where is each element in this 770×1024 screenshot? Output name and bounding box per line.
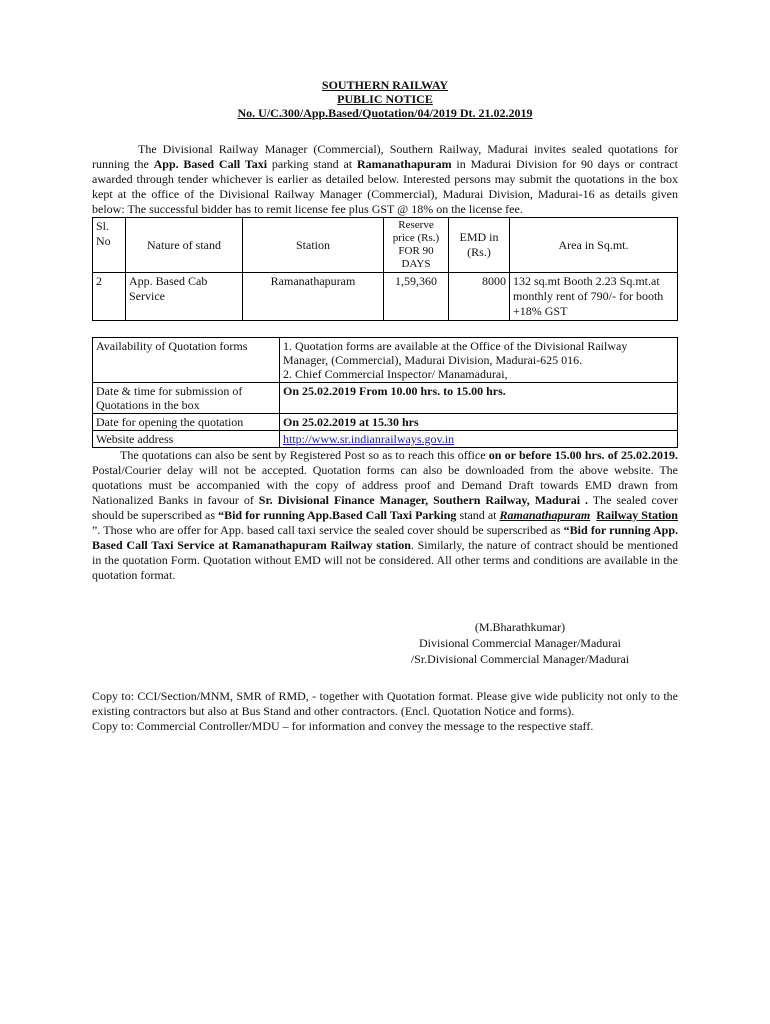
value-opening: On 25.02.2019 at 15.30 hrs [280, 414, 678, 431]
intro-text-2: parking stand at [267, 157, 357, 171]
body-bold-railway-station: Railway Station [596, 508, 678, 522]
cell-emd: 8000 [449, 273, 510, 321]
intro-text-1: The Divisional Railway Manager (Commercial), Southern Railway, Madurai invites sealed quotations for running the [92, 142, 678, 171]
cell-station: Ramanathapuram [243, 273, 384, 321]
value-website [280, 431, 678, 448]
availability-line-2: 2. Chief Commercial Inspector/ Manamadurai, [283, 367, 508, 381]
cell-area: 132 sq.mt Booth 2.23 Sq.mt.at monthly rent of 790/- for booth +18% GST [510, 273, 678, 321]
table-row [93, 414, 678, 431]
copy-to-1: Copy to: CCI/Section/MNM, SMR of RMD, - together with Quotation format. Please give wide publicity not only to the existing contractors but also at Bus Stand and other contractors. (Encl. Quotation Notice and forms). [92, 689, 678, 718]
body-bold-superscription-1: “Bid for running App.Based Call Taxi Parking [218, 508, 457, 522]
heading-railway: SOUTHERN RAILWAY [321, 78, 449, 92]
heading-notice-number: No. U/C.300/App.Based/Quotation/04/2019 Dt. 21.02.2019 [237, 106, 533, 120]
body-bold-payee: Sr. Divisional Finance Manager, Southern Railway, Madurai . [258, 493, 589, 507]
cell-reserve: 1,59,360 [384, 273, 449, 321]
body-text-4: stand at [456, 508, 500, 522]
intro-bold-service: App. Based Call Taxi [153, 157, 268, 171]
schedule-table [92, 337, 678, 448]
stand-details-table [92, 217, 678, 321]
signature-block [362, 619, 678, 667]
col-header-emd: EMD in (Rs.) [449, 218, 510, 273]
availability-line-1: 1. Quotation forms are available at the Office of the Divisional Railway Manager, (Commercial), Madurai Division, Madurai-625 016. [283, 339, 628, 367]
cell-nature: App. Based Cab Service [126, 273, 243, 321]
signatory-name: (M.Bharathkumar) [474, 620, 566, 634]
value-availability [280, 338, 678, 383]
body-bold-superscription-2: “Bid for running App. Based Call Taxi Service at Ramanathapuram Railway station [92, 523, 678, 552]
body-paragraph [92, 448, 678, 583]
website-link[interactable]: http://www.sr.indianrailways.gov.in [283, 432, 455, 446]
body-text-5: ”. Those who are offer for App. based call taxi service the sealed cover should be superscribed as [92, 523, 564, 537]
body-bold-deadline: on or before 15.00 hrs. of 25.02.2019. [488, 448, 678, 462]
intro-paragraph [92, 142, 678, 217]
table-row [93, 383, 678, 414]
col-header-sl: Sl. No [93, 218, 126, 273]
table-row [93, 431, 678, 448]
table-row [93, 273, 678, 321]
label-availability: Availability of Quotation forms [93, 338, 280, 383]
label-website: Website address [93, 431, 280, 448]
value-submission: On 25.02.2019 From 10.00 hrs. to 15.00 hrs. [280, 383, 678, 414]
body-text-2: Postal/Courier delay will not be accepted. Quotation forms can also be downloaded from the above website. The quotations must be accompanied with the copy of address proof and Demand Draft towards EMD drawn from Nationalized Banks in favour of [92, 463, 678, 507]
signatory-title-2: /Sr.Divisional Commercial Manager/Madurai [410, 652, 630, 666]
body-text-6: . Similarly, the nature of contract should be mentioned in the quotation Form. Quotation without EMD will not be considered. All other terms and conditions are available in the quotation format. [92, 538, 678, 582]
intro-text-3: in Madurai Division for 90 days or contract awarded through tender whichever is earlier as detailed below. Interested persons may submit the quotations in the box kept at the office of the Divisional Railway Manager (Commercial), Madurai Division, Madurai-16 as details given below: The successful bidder has to remit license fee plus GST @ 18% on the license fee. [92, 157, 679, 216]
col-header-station: Station [243, 218, 384, 273]
table-header-row [93, 218, 678, 273]
notice-page [92, 78, 678, 734]
heading-public-notice: PUBLIC NOTICE [337, 92, 433, 106]
signatory-title-1: Divisional Commercial Manager/Madurai [419, 636, 621, 650]
table-row [93, 338, 678, 383]
label-opening: Date for opening the quotation [93, 414, 280, 431]
body-italic-location: Ramanathapuram [499, 508, 591, 522]
cell-sl: 2 [93, 273, 126, 321]
col-header-reserve: Reserve price (Rs.) FOR 90 DAYS [384, 218, 449, 273]
col-header-nature: Nature of stand [126, 218, 243, 273]
body-text-1: The quotations can also be sent by Registered Post so as to reach this office [120, 448, 489, 462]
col-header-area: Area in Sq.mt. [510, 218, 678, 273]
intro-bold-location: Ramanathapuram [356, 157, 452, 171]
label-submission: Date & time for submission of Quotations in the box [93, 383, 280, 414]
copy-to-2: Copy to: Commercial Controller/MDU – for information and convey the message to the respective staff. [92, 719, 594, 733]
body-text-3: The sealed cover should be superscribed as [92, 493, 678, 522]
